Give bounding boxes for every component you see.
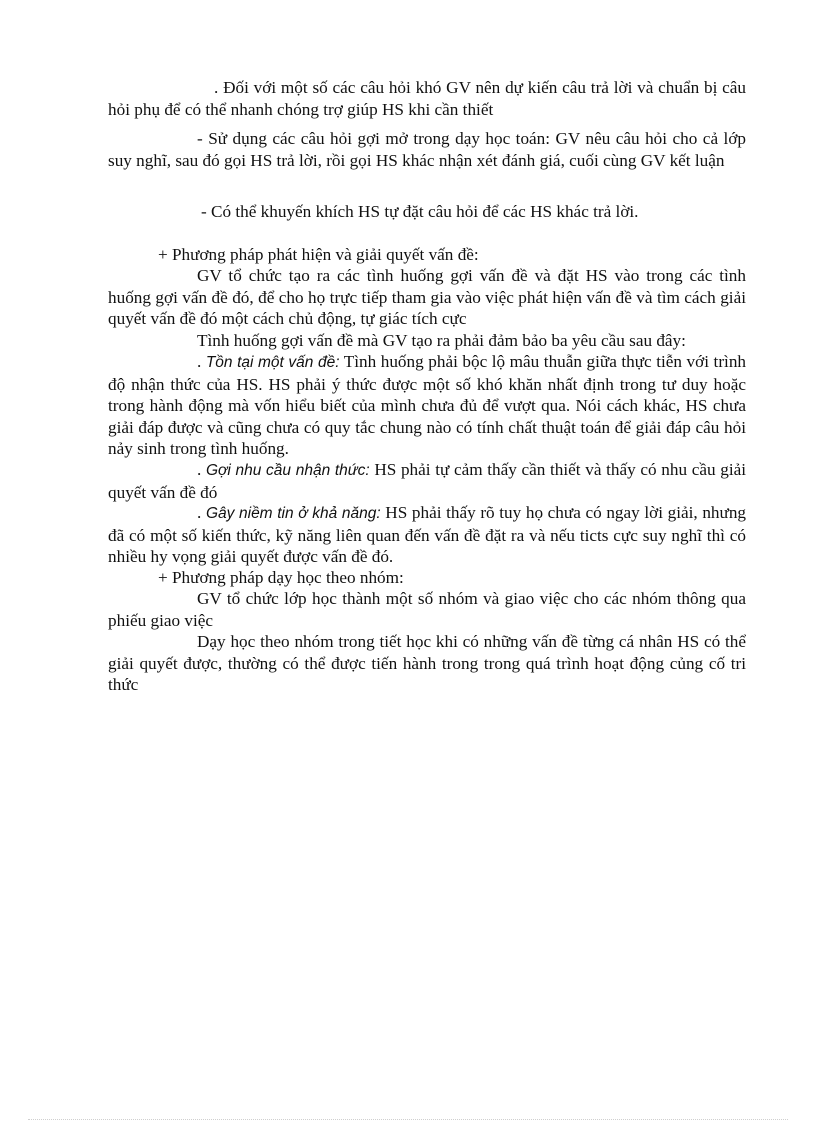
paragraph-text: GV tổ chức lớp học thành một số nhóm và giao việc cho các nhóm thông qua phiếu giao việc <box>108 589 746 630</box>
paragraph-text: HS phải tự cảm thấy cần thiết và thấy có nhu cầu giải quyết vấn đề đó <box>108 460 746 502</box>
paragraph-three-requirements <box>108 330 746 352</box>
heading-problem-solving-method <box>108 244 746 266</box>
paragraph-text: Tình huống gợi vấn đề mà GV tạo ra phải đảm bảo ba yêu cầu sau đây: <box>197 331 686 350</box>
paragraph-text: Tình huống phải bộc lộ mâu thuẫn giữa thực tiễn với trình độ nhận thức của HS. HS phải ý thức được một số khó khăn nhất định trong tư duy hoặc trong hành động mà vốn hiểu biết của mình chưa đủ để vượt qua. Nói cách khác, HS chưa giải đáp được và cũng chưa có quy tắc chung nào có tính chất thuật toán để giải đáp câu hỏi nảy sinh trong tình huống. <box>108 352 747 459</box>
paragraph-requirement-cognitive-need <box>108 459 746 503</box>
paragraph-group-organization <box>108 588 746 631</box>
paragraph-group-learning-usage <box>108 631 746 696</box>
paragraph-text: - Có thể khuyến khích HS tự đặt câu hỏi để các HS khác trả lời. <box>201 202 639 221</box>
paragraph-problem-situations <box>108 265 746 330</box>
heading-text: + Phương pháp phát hiện và giải quyết vấn đề: <box>158 245 479 264</box>
heading-text: + Phương pháp dạy học theo nhóm: <box>158 568 404 587</box>
heading-group-learning-method <box>108 567 746 589</box>
bullet-dot: . <box>197 503 206 522</box>
paragraph-student-questions <box>108 201 746 223</box>
requirement-term: Gợi nhu cầu nhận thức: <box>205 462 370 479</box>
requirement-term: Gây niềm tin ở khả năng: <box>205 505 381 522</box>
bullet-dot: . <box>197 460 206 479</box>
bullet-dot: . <box>197 352 206 371</box>
paragraph-requirement-confidence <box>108 502 746 568</box>
paragraph-text: - Sử dụng các câu hỏi gợi mở trong dạy học toán: GV nêu câu hỏi cho cả lớp suy nghĩ, sau đó gọi HS trả lời, rồi gọi HS khác nhận xét đánh giá, cuối cùng GV kết luận <box>108 129 746 170</box>
paragraph-requirement-existing-problem <box>108 351 746 460</box>
paragraph-text: . Đối với một số các câu hỏi khó GV nên dự kiến câu trả lời và chuẩn bị câu hỏi phụ để có thể nhanh chóng trợ giúp HS khi cần thiết <box>108 78 746 119</box>
paragraph-open-questions <box>108 128 746 171</box>
requirement-term: Tồn tại một vấn đề: <box>205 354 340 371</box>
paragraph-text: HS phải thấy rõ tuy họ chưa có ngay lời giải, nhưng đã có một số kiến thức, kỹ năng liên quan đến vấn đề đặt ra và nếu ticts cực suy nghĩ thì có nhiều hy vọng giải quyết được vấn đề đó. <box>108 503 747 567</box>
page-bottom-divider <box>28 1119 788 1120</box>
paragraph-text: Dạy học theo nhóm trong tiết học khi có những vấn đề từng cá nhân HS có thể giải quyết được, thường có thể được tiến hành trong trong quá trình hoạt động củng cố tri thức <box>108 632 746 695</box>
paragraph-question-prep <box>108 77 746 120</box>
paragraph-text: GV tổ chức tạo ra các tình huống gợi vấn đề và đặt HS vào trong các tình huống gợi vấn đề đó, để cho họ trực tiếp tham gia vào việc phát hiện vấn đề và tìm cách giải quyết vấn đề đó một cách chủ động, tự giác tích cực <box>108 266 746 329</box>
